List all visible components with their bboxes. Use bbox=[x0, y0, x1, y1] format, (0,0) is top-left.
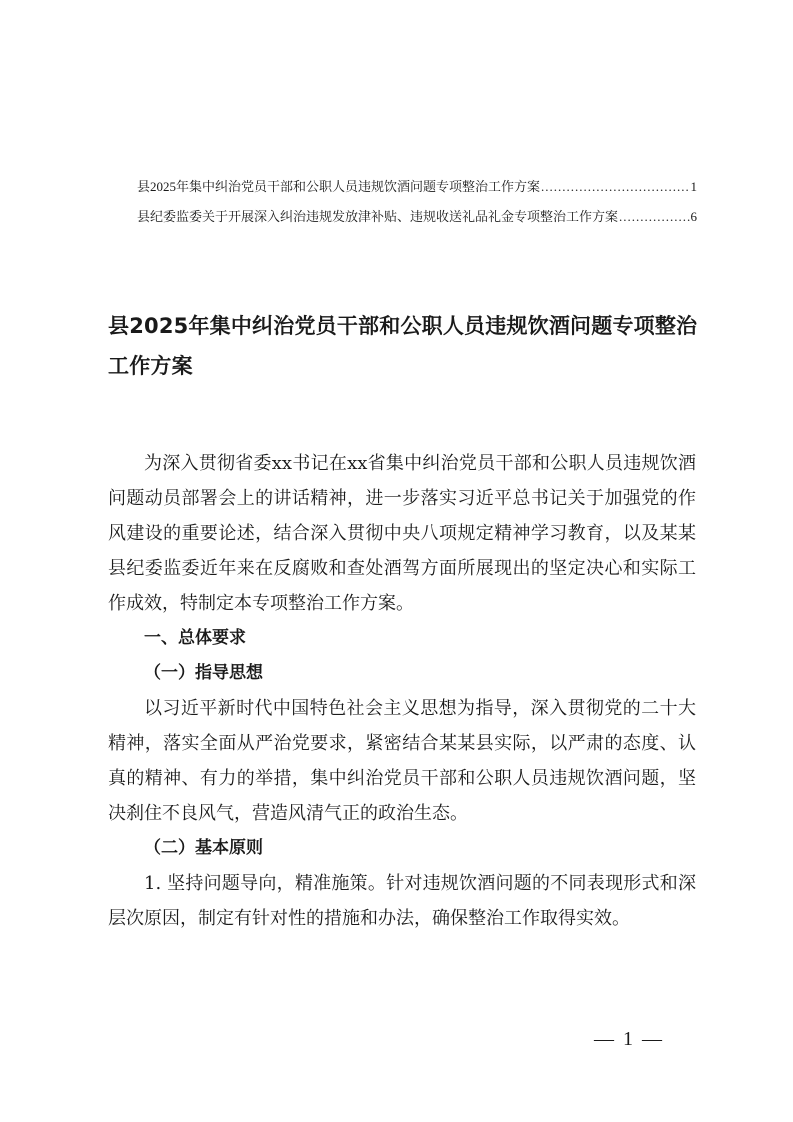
section-heading: 一、总体要求 bbox=[144, 628, 246, 648]
toc-entry-title: 县纪委监委关于开展深入纠治违规发放津补贴、违规收送礼品礼金专项整治工作方案 bbox=[137, 209, 619, 224]
toc-entry-page: 6 bbox=[690, 209, 697, 224]
subsection-heading: （二）基本原则 bbox=[144, 838, 263, 858]
toc-leader-dots bbox=[619, 209, 689, 225]
toc-entry-title: 县2025年集中纠治党员干部和公职人员违规饮酒问题专项整治工作方案 bbox=[137, 179, 541, 194]
toc-entry[interactable] bbox=[137, 176, 697, 206]
toc-entry-page: 1 bbox=[690, 179, 697, 194]
guiding-thought-paragraph: 以习近平新时代中国特色社会主义思想为指导，深入贯彻党的二十大精神，落实全面从严治党要求，紧密结合某某县实际，以严肃的态度、认真的精神、有力的举措，集中纠治党员干部和公职人员违规饮酒问题，坚决刹住不良风气，营造风清气正的政治生态。 bbox=[108, 698, 696, 824]
subsection-heading: （一）指导思想 bbox=[144, 663, 263, 683]
document-body bbox=[108, 446, 696, 936]
table-of-contents bbox=[137, 176, 697, 236]
toc-entry[interactable] bbox=[137, 206, 697, 236]
document-title: 县2025年集中纠治党员干部和公职人员违规饮酒问题专项整治工作方案 bbox=[108, 314, 698, 378]
page-number: — 1 — bbox=[594, 1028, 664, 1050]
toc-leader-dots bbox=[541, 179, 689, 195]
principle-paragraph: 1. 坚持问题导向，精准施策。针对违规饮酒问题的不同表现形式和深层次原因，制定有针对性的措施和办法，确保整治工作取得实效。 bbox=[108, 873, 696, 929]
intro-paragraph: 为深入贯彻省委xx书记在xx省集中纠治党员干部和公职人员违规饮酒问题动员部署会上的讲话精神，进一步落实习近平总书记关于加强党的作风建设的重要论述，结合深入贯彻中央八项规定精神学习教育，以及某某县纪委监委近年来在反腐败和查处酒驾方面所展现出的坚定决心和实际工作成效，特制定本专项整治工作方案。 bbox=[108, 453, 696, 614]
